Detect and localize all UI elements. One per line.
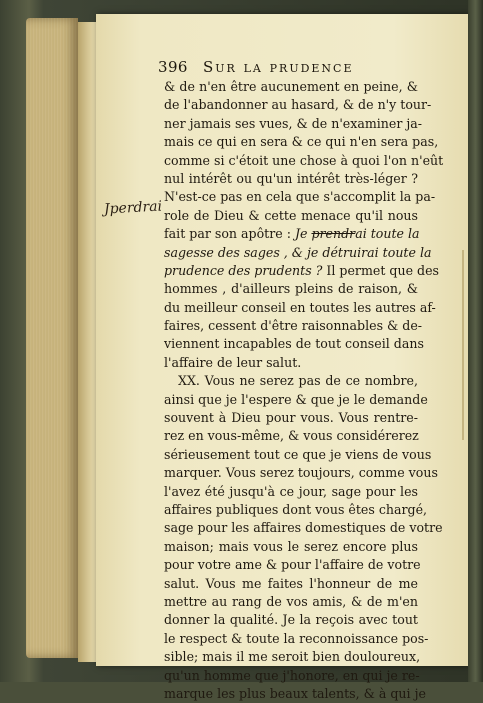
text-segment: ai toute la — [355, 226, 420, 242]
text-line — [164, 611, 418, 629]
text-segment: ainsi que je l'espere & que je le demande — [164, 391, 428, 407]
text-segment: souvent à Dieu pour vous. Vous rentre- — [164, 410, 418, 426]
text-segment: fait par son apôtre : — [164, 226, 295, 242]
text-segment: & de n'en être aucunement en peine, & — [164, 79, 418, 94]
text-segment: sagesse des sages , & je détruirai toute la — [164, 244, 432, 260]
text-line — [164, 133, 439, 151]
text-line — [164, 372, 418, 390]
text-line — [164, 335, 424, 353]
page-number: 396 — [158, 58, 188, 76]
text-segment: mettre au rang de vos amis, & de m'en — [164, 593, 418, 609]
text-segment: l'affaire de leur salut. — [164, 354, 302, 370]
text-line — [164, 648, 421, 666]
text-segment: sage pour les affaires domestiques de votre — [164, 520, 443, 536]
scan-right-edge — [468, 0, 483, 682]
text-segment: role de Dieu & cette menace qu'il nous — [164, 207, 418, 223]
text-line — [164, 96, 432, 114]
text-line — [164, 207, 418, 225]
text-segment: mais ce qui en sera & ce qui n'en sera pas, — [164, 134, 439, 150]
text-segment: prudence des prudents ? — [164, 262, 323, 278]
text-segment: XX. Vous ne serez pas de ce nombre, — [178, 373, 418, 389]
text-line — [164, 630, 429, 648]
text-segment: salut. Vous me faites l'honneur de me — [164, 575, 418, 591]
text-segment: sérieusement tout ce que je viens de vous — [164, 446, 432, 462]
text-line — [164, 280, 418, 298]
text-line — [164, 78, 418, 96]
text-line — [164, 317, 423, 335]
book-page-edges — [26, 18, 78, 658]
text-line — [164, 685, 426, 703]
text-segment: viennent incapables de tout conseil dans — [164, 336, 424, 352]
text-line — [164, 299, 436, 317]
text-line — [164, 152, 444, 170]
text-line — [164, 667, 418, 685]
body-text — [164, 78, 444, 703]
text-segment: du meilleur conseil en toutes les autres af- — [164, 299, 436, 315]
text-segment: affaires publiques dont vous êtes chargé, — [164, 501, 428, 517]
text-segment: N'est-ce pas en cela que s'accomplit la pa- — [164, 189, 436, 205]
running-title: Sur la prudence — [203, 58, 354, 76]
text-line — [164, 519, 443, 537]
text-segment: l'avez été jusqu'à ce jour, sage pour les — [164, 483, 418, 499]
text-segment: comme si c'étoit une chose à quoi l'on n'eût — [164, 152, 444, 168]
text-segment: Il permet que des — [322, 262, 440, 278]
text-segment: rez en vous-même, & vous considérerez — [164, 428, 419, 444]
text-segment: Je — [294, 226, 312, 242]
text-line — [164, 556, 421, 574]
text-line — [164, 225, 418, 243]
text-line — [164, 427, 418, 445]
margin-pencil-mark — [462, 250, 468, 440]
text-line — [164, 244, 432, 262]
text-segment: marquer. Vous serez toujours, comme vous — [164, 465, 438, 481]
running-head — [158, 58, 393, 76]
text-line — [164, 115, 423, 133]
text-line — [164, 354, 418, 372]
text-segment: sible; mais il me seroit bien douloureux, — [164, 649, 421, 665]
text-segment: donner la qualité. Je la reçois avec tout — [164, 612, 418, 628]
text-segment: pour votre ame & pour l'affaire de votre — [164, 557, 421, 573]
text-segment: maison; mais vous le serez encore plus — [164, 538, 418, 554]
text-line — [164, 262, 440, 280]
text-line — [164, 501, 428, 519]
text-line — [164, 188, 436, 206]
handwritten-margin-note: Jperdrai — [103, 198, 163, 218]
text-segment: prendr — [311, 226, 356, 242]
text-segment: hommes , d'ailleurs pleins de raison, & — [164, 281, 418, 297]
text-line — [164, 464, 438, 482]
text-line — [164, 575, 418, 593]
text-segment: ner jamais ses vues, & de n'examiner ja- — [164, 115, 423, 131]
text-line — [164, 446, 432, 464]
text-line — [164, 593, 418, 611]
text-segment: qu'un homme que j'honore, en qui je re- — [164, 667, 420, 683]
text-line — [164, 483, 418, 501]
text-line — [164, 409, 418, 427]
text-segment: de l'abandonner au hasard, & de n'y tour- — [164, 97, 432, 113]
text-line — [164, 538, 418, 556]
text-line — [164, 391, 428, 409]
text-segment: nul intérêt ou qu'un intérêt très-léger ? — [164, 170, 418, 186]
text-segment: le respect & toute la reconnoissance pos- — [164, 630, 429, 646]
text-segment: faires, cessent d'être raisonnables & de- — [164, 318, 423, 334]
text-line — [164, 170, 418, 188]
text-segment: marque les plus beaux talents, & à qui je — [164, 685, 426, 701]
